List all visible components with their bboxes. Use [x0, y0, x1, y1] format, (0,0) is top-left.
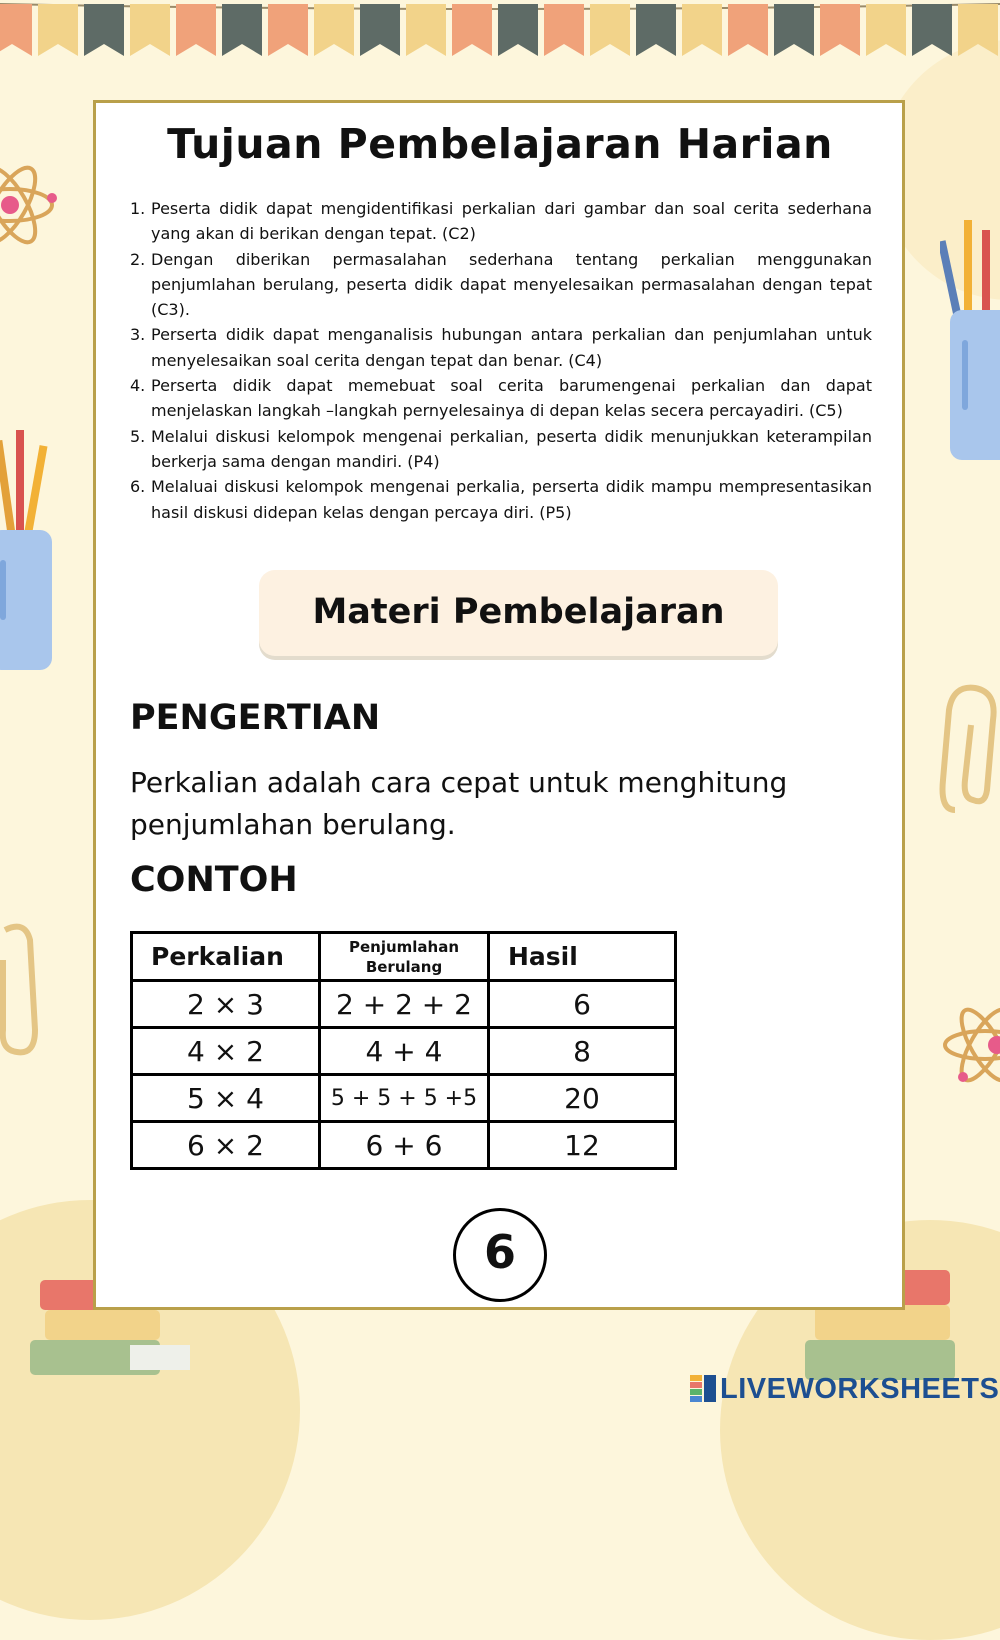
bunting-flag — [498, 4, 538, 56]
goal-number: 1. — [130, 199, 146, 218]
brand-name: LIVEWORKSHEETS — [720, 1372, 1000, 1405]
bunting-flag — [544, 4, 584, 56]
header-hasil: Hasil — [489, 933, 676, 981]
goal-number: 6. — [130, 477, 146, 497]
cell-penjumlahan: 4 + 4 — [320, 1028, 489, 1075]
bunting-flag — [222, 4, 262, 56]
cell-hasil: 6 — [489, 981, 676, 1028]
atom-icon — [935, 995, 1000, 1095]
goal-text: Perserta didik dapat menganalisis hubungan antara perkalian dan penjumlahan untuk menyelesaikan soal cerita dengan tepat dan benar. (C4) — [151, 325, 872, 370]
bunting-flag — [0, 4, 32, 56]
bunting-flag — [268, 4, 308, 56]
bunting-flag — [360, 4, 400, 56]
goal-text: Dengan diberikan permasalahan sederhana tentang perkalian menggunakan penjumlahan berulang, peserta didik dapat menyelesaikan permasalahan dengan tepat (C3). — [151, 249, 872, 320]
cell-hasil: 20 — [489, 1075, 676, 1122]
bunting-flag — [958, 4, 998, 56]
cell-perkalian: 6 × 2 — [132, 1122, 320, 1169]
goal-text: Melaluai diskusi kelompok mengenai perkalia, perserta didik mampu mempresentasikan hasil diskusi didepan kelas dengan percaya diri. (P5) — [151, 477, 872, 522]
brand-logo — [690, 1372, 999, 1406]
goal-text: Melalui diskusi kelompok mengenai perkalian, peserta didik menunjukkan keterampilan berkerja sama dengan mandiri. (P4) — [151, 426, 872, 471]
bunting-flag — [406, 4, 446, 56]
example-table — [130, 931, 677, 1170]
goal-item — [130, 474, 872, 525]
materi-label: Materi Pembelajaran — [312, 592, 725, 632]
goal-number: 5. — [130, 426, 146, 446]
goal-item — [130, 424, 872, 475]
bunting-flag — [84, 4, 124, 56]
bunting-flag — [774, 4, 814, 56]
goal-number: 3. — [130, 325, 146, 345]
bunting-banner — [0, 0, 1000, 70]
table-row — [132, 1028, 676, 1075]
bunting-flag — [130, 4, 170, 56]
bunting-flag — [636, 4, 676, 56]
bunting-flag — [682, 4, 722, 56]
pengertian-text: Perkalian adalah cara cepat untuk menghitung penjumlahan berulang. — [130, 766, 788, 841]
cell-perkalian: 4 × 2 — [132, 1028, 320, 1075]
header-penjumlahan: Penjumlahan Berulang — [320, 933, 489, 981]
bunting-flag — [590, 4, 630, 56]
cell-perkalian: 5 × 4 — [132, 1075, 320, 1122]
cell-hasil: 12 — [489, 1122, 676, 1169]
table-row — [132, 1122, 676, 1169]
live-logo-icon — [690, 1375, 716, 1403]
bunting-flag — [314, 4, 354, 56]
bunting-flag — [38, 4, 78, 56]
cell-penjumlahan: 6 + 6 — [320, 1122, 489, 1169]
cell-penjumlahan: 2 + 2 + 2 — [320, 981, 489, 1028]
pencil-cup-icon — [0, 420, 60, 670]
page-title: Tujuan Pembelajaran Harian — [167, 120, 833, 168]
pengertian-heading: PENGERTIAN — [130, 698, 381, 738]
table-row — [132, 981, 676, 1028]
pencil-cup-icon — [940, 210, 1000, 460]
goal-item — [130, 247, 872, 323]
learning-goals-list — [130, 196, 872, 525]
goal-text: Peserta didik dapat mengidentifikasi perkalian dari gambar dan soal cerita sederhana yang akan di berikan dengan tepat. (C2) — [151, 199, 872, 244]
cell-penjumlahan: 5 + 5 + 5 +5 — [320, 1075, 489, 1122]
page-number: 6 — [483, 1225, 516, 1279]
table-row — [132, 1075, 676, 1122]
goal-text: Perserta didik dapat memebuat soal cerita barumengenai perkalian dan dapat menjelaskan langkah –langkah pernyelesainya di depan kelas secera percayadiri. (C5) — [151, 376, 872, 421]
bunting-flag — [452, 4, 492, 56]
goal-item — [130, 322, 872, 373]
bunting-flag — [176, 4, 216, 56]
goal-item — [130, 196, 872, 247]
header-perkalian: Perkalian — [132, 933, 320, 981]
paperclip-icon — [0, 920, 45, 1060]
cell-perkalian: 2 × 3 — [132, 981, 320, 1028]
bunting-flag — [866, 4, 906, 56]
table-header-row — [132, 933, 676, 981]
page-number-badge — [453, 1208, 547, 1302]
goal-number: 2. — [130, 249, 146, 269]
contoh-heading: CONTOH — [130, 860, 298, 900]
bunting-flag — [728, 4, 768, 56]
bunting-flag — [912, 4, 952, 56]
materi-label-box — [259, 570, 778, 656]
goal-item — [130, 373, 872, 424]
paperclip-icon — [935, 680, 1000, 820]
goal-number: 4. — [130, 376, 146, 396]
cell-hasil: 8 — [489, 1028, 676, 1075]
bunting-flag — [820, 4, 860, 56]
